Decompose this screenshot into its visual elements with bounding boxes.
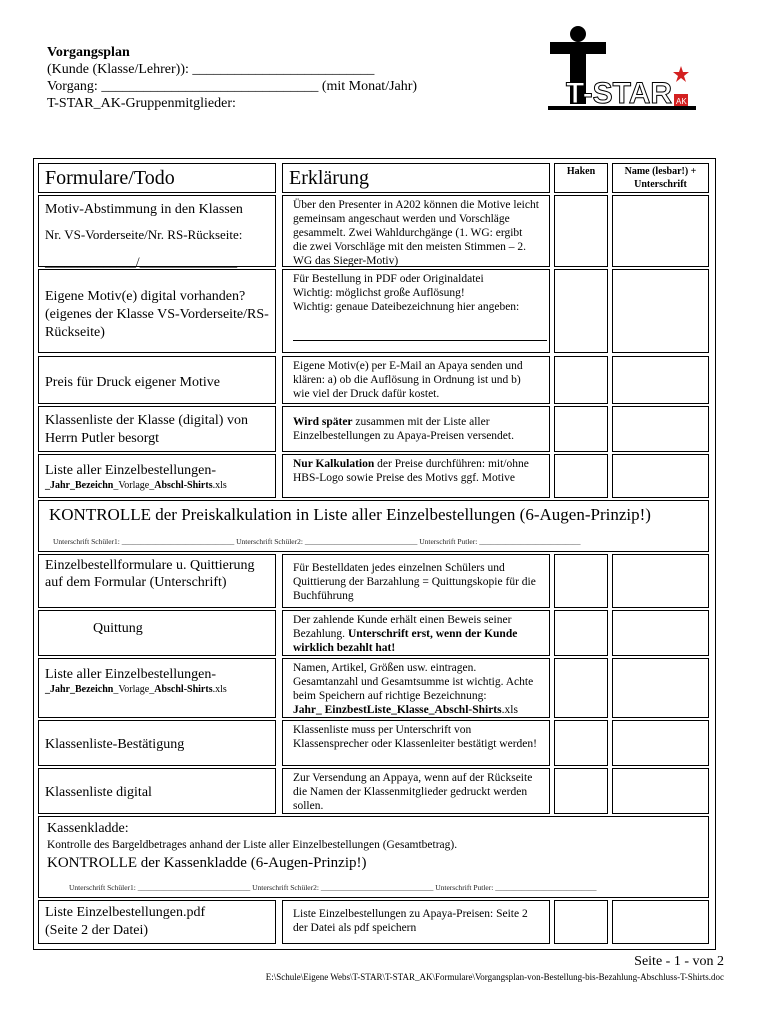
row4-signature-box[interactable] [612, 406, 709, 452]
row-eigene-motive-explain: Für Bestellung in PDF oder Originaldatei Wichtig: möglichst große Auflösung! Wichtig: genaue Dateibezeichnung hier angeben: [282, 269, 550, 353]
row-liste-einzelbestellungen-2-explain: Namen, Artikel, Größen usw. eintragen. Gesamtanzahl und Gesamtsumme ist wichtig. Achte beim Speichern auf richtige Bezeichnung: Jahr_ EinzbestListe_Klasse_Abschl-Shirts.xls [282, 658, 550, 718]
header-col-name: Name (lesbar!) + Unterschrift [612, 163, 709, 193]
header-col-haken: Haken [554, 163, 608, 193]
row5-signature-box[interactable] [612, 454, 709, 498]
kunde-line: (Kunde (Klasse/Lehrer)): __________________________ [47, 62, 375, 77]
row9-haken-box[interactable] [554, 720, 608, 766]
row2-signature-box[interactable] [612, 269, 709, 353]
row-einzelbestellformulare: Einzelbestellformulare u. Quittierung auf dem Formular (Unterschrift) [38, 554, 276, 608]
logo-suffix: AK [676, 97, 687, 106]
row8-haken-box[interactable] [554, 658, 608, 718]
row7-signature-box[interactable] [612, 610, 709, 656]
doc-title: Vorgangsplan [47, 45, 130, 60]
row-klassenliste-bestaetigung: Klassenliste-Bestätigung [38, 720, 276, 766]
row1-signature-box[interactable] [612, 195, 709, 267]
row-liste-einzelbestellungen-2: Liste aller Einzelbestellungen- _Jahr_Bezeichn_Vorlage_Abschl-Shirts.xls [38, 658, 276, 718]
row10-signature-box[interactable] [612, 768, 709, 814]
members-line: T-STAR_AK-Gruppenmitglieder: [47, 96, 236, 111]
kassenkladde-desc: Kontrolle des Bargeldbetrages anhand der Liste aller Einzelbestellungen (Gesamtbetrag). [47, 839, 458, 851]
row-preis-druck-explain: Eigene Motiv(e) per E-Mail an Apaya senden und klären: a) ob die Auflösung in Ordnung ist und b) wie viel der Druck dafür kostet. [282, 356, 550, 404]
kontrolle-preiskalkulation: KONTROLLE der Preiskalkulation in Liste aller Einzelbestellungen (6-Augen-Prinzip!) Unterschrift Schüler1: ______________________________ Unterschrift Schüler2: ______________________________ Unterschrift Putler: ___________________________ [38, 500, 709, 552]
row-quittung-explain: Der zahlende Kunde erhält einen Beweis seiner Bezahlung. Unterschrift erst, wenn der Kunde wirklich bezahlt hat! [282, 610, 550, 656]
tstar-logo-graphic [548, 26, 696, 110]
filename-line[interactable] [293, 340, 547, 341]
row-liste-einzelbestellungen-1: Liste aller Einzelbestellungen- _Jahr_Bezeichn_Vorlage_Abschl-Shirts.xls [38, 454, 276, 498]
row-motiv-abstimmung: Motiv-Abstimmung in den Klassen Nr. VS-Vorderseite/Nr. RS-Rückseite: ______________/_______________ [38, 195, 276, 267]
kassenkladde-kontrolle: KONTROLLE der Kassenkladde (6-Augen-Prinzip!) [47, 855, 367, 871]
row-motiv-abstimmung-explain: Über den Presenter in A202 können die Motive leicht gemeinsam angeschaut werden und Vorschläge gesammelt. Zwei Wahldurchgänge (1. WG: ergibt die zwei Vorschläge mit den meisten Stimmen – 2. WG das Sieger-Motiv) [282, 195, 550, 267]
row-liste-einzelbestellungen-1-explain: Nur Kalkulation der Preise durchführen: mit/ohne HBS-Logo sowie Preise des Motivs ggf. Motive [282, 454, 550, 498]
page-number: Seite - 1 - von 2 [634, 954, 724, 969]
row-eigene-motive: Eigene Motiv(e) digital vorhanden? (eigenes der Klasse VS-Vorderseite/RS-Rückseite) [38, 269, 276, 353]
row-klassenliste-putler-explain: Wird später zusammen mit der Liste aller Einzelbestellungen zu Apaya-Preisen versendet. [282, 406, 550, 452]
row-liste-pdf: Liste Einzelbestellungen.pdf (Seite 2 der Datei) [38, 900, 276, 944]
row3-haken-box[interactable] [554, 356, 608, 404]
row7-haken-box[interactable] [554, 610, 608, 656]
kassenkladde-signatures: Unterschrift Schüler1: ______________________________ Unterschrift Schüler2: ______________________________ Unterschrift Putler: ___________________________ [69, 883, 597, 892]
row-liste-pdf-explain: Liste Einzelbestellungen zu Apaya-Preisen: Seite 2 der Datei als pdf speichern [282, 900, 550, 944]
row-klassenliste-putler: Klassenliste der Klasse (digital) von Herrn Putler besorgt [38, 406, 276, 452]
tstar-logo [548, 26, 696, 110]
kassenkladde-section [38, 816, 709, 898]
file-path: E:\Schule\Eigene Webs\T-STAR\T-STAR_AK\Formulare\Vorgangsplan-von-Bestellung-bis-Bezahlung-Abschluss-T-Shirts.doc [265, 972, 724, 982]
row-klassenliste-digital: Klassenliste digital [38, 768, 276, 814]
row6-signature-box[interactable] [612, 554, 709, 608]
row-klassenliste-bestaetigung-explain: Klassenliste muss per Unterschrift von Klassensprecher oder Klassenleiter bestätigt werden! [282, 720, 550, 766]
row-einzelbestellformulare-explain: Für Bestelldaten jedes einzelnen Schülers und Quittierung der Barzahlung = Quittungskopie für die Buchführung [282, 554, 550, 608]
vorgang-line: Vorgang: _______________________________ (mit Monat/Jahr) [47, 79, 418, 94]
row8-signature-box[interactable] [612, 658, 709, 718]
row10-haken-box[interactable] [554, 768, 608, 814]
header-col-erklaerung: Erklärung [282, 163, 550, 193]
document-header [47, 44, 417, 112]
kassenkladde-title: Kassenkladde: [47, 821, 129, 836]
row9-signature-box[interactable] [612, 720, 709, 766]
row3-signature-box[interactable] [612, 356, 709, 404]
row2-haken-box[interactable] [554, 269, 608, 353]
row-klassenliste-digital-explain: Zur Versendung an Appaya, wenn auf der Rückseite die Namen der Klassenmitglieder gedruckt werden sollen. [282, 768, 550, 814]
header-col-todo: Formulare/Todo [38, 163, 276, 193]
row11-haken-box[interactable] [554, 900, 608, 944]
row6-haken-box[interactable] [554, 554, 608, 608]
row5-haken-box[interactable] [554, 454, 608, 498]
row-quittung: Quittung [38, 610, 276, 656]
row4-haken-box[interactable] [554, 406, 608, 452]
row1-haken-box[interactable] [554, 195, 608, 267]
row-preis-druck: Preis für Druck eigener Motive [38, 356, 276, 404]
logo-text: T-STAR [566, 77, 673, 110]
row11-signature-box[interactable] [612, 900, 709, 944]
